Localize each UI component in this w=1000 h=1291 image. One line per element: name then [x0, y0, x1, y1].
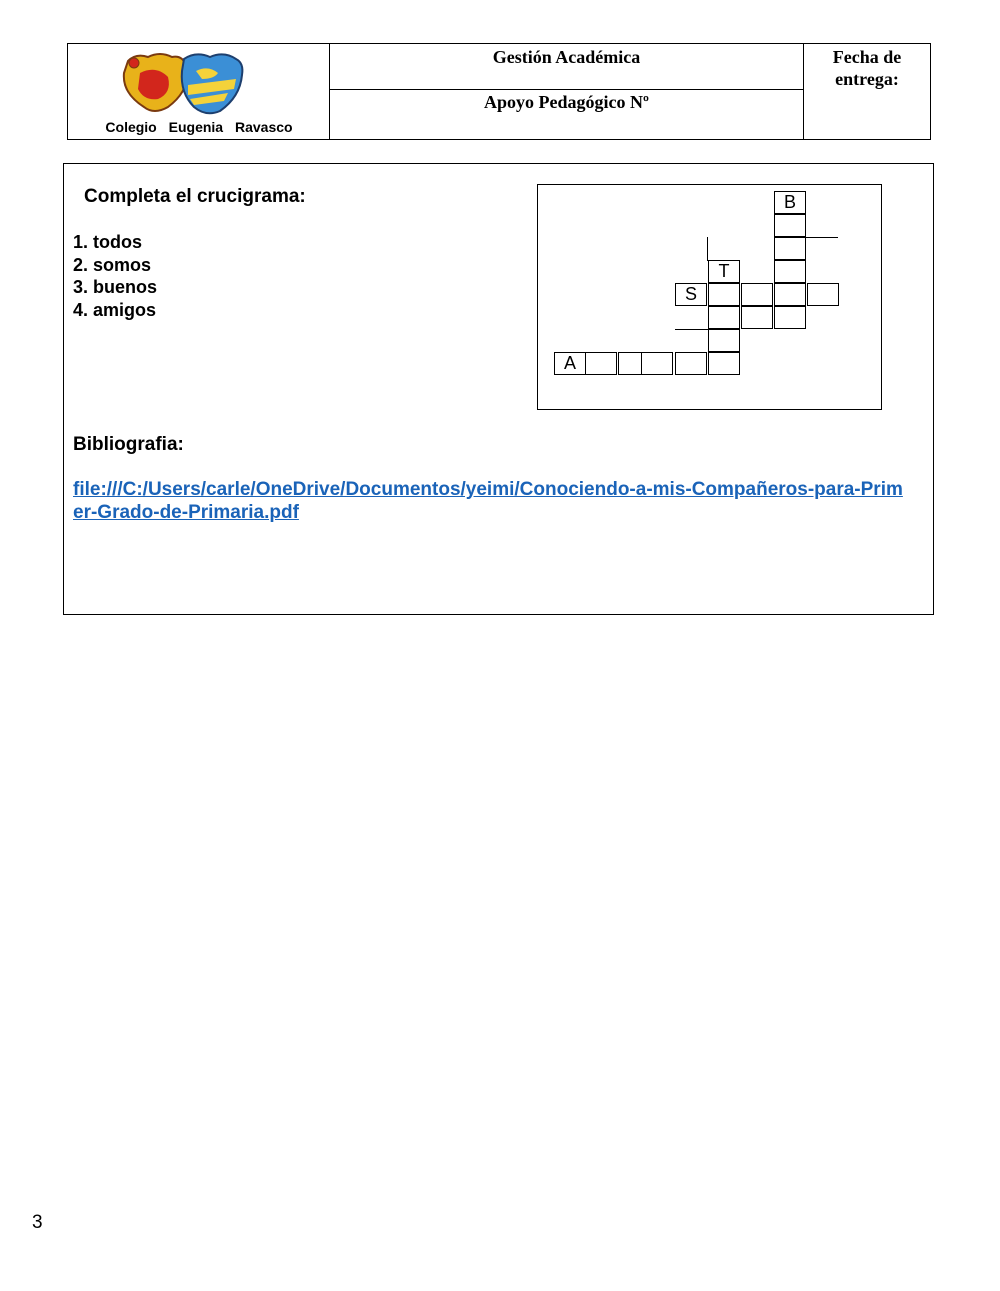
- logo-cell: [68, 44, 330, 139]
- clue-list: [73, 231, 157, 321]
- crossword-cell[interactable]: [708, 352, 740, 375]
- grid-guide-line: [707, 237, 708, 261]
- crossword-cell[interactable]: [585, 352, 617, 375]
- crossword-cell[interactable]: [675, 352, 707, 375]
- document-header: [67, 43, 931, 140]
- crossword-cell[interactable]: [774, 237, 806, 260]
- clue-item: 1. todos: [73, 232, 143, 252]
- bibliography-title: Bibliografia:: [73, 434, 184, 455]
- page-number: 3: [32, 1212, 43, 1233]
- header-title: Gestión Académica: [330, 44, 803, 90]
- school-crest-logo: [68, 49, 330, 119]
- crossword-cell[interactable]: [774, 306, 806, 329]
- red-shield-icon: [124, 54, 187, 111]
- grid-guide-line: [806, 237, 838, 238]
- crossword-cell[interactable]: [807, 283, 839, 306]
- header-subtitle: Apoyo Pedagógico Nº: [484, 92, 649, 112]
- clue-item: 2. somos: [73, 254, 152, 275]
- clue-item: 4. amigos: [73, 299, 157, 320]
- crossword-cell[interactable]: [774, 260, 806, 283]
- crossword-cell[interactable]: [708, 283, 740, 306]
- bibliography-link[interactable]: file:///C:/Users/carle/OneDrive/Documentos/yeimi/Conociendo-a-mis-Compañeros-para-Primer-Grado-de-Primaria.pdf: [73, 479, 903, 523]
- clue-item: 3. buenos: [73, 277, 158, 298]
- crossword-cell[interactable]: [741, 306, 773, 329]
- crossword-cell[interactable]: [774, 283, 806, 306]
- delivery-date-label-line2: entrega:: [835, 69, 899, 89]
- grid-guide-line: [675, 329, 709, 330]
- crossword-cell[interactable]: [641, 352, 673, 375]
- instruction-text: Completa el crucigrama:: [84, 186, 306, 207]
- blue-shield-icon: [182, 54, 243, 113]
- crossword-cell[interactable]: [774, 214, 806, 237]
- crossword-cell-b[interactable]: B: [774, 191, 806, 214]
- crossword-cell-t[interactable]: T: [708, 260, 740, 283]
- crossword-cell[interactable]: [741, 283, 773, 306]
- delivery-date-cell: [804, 44, 930, 139]
- crossword-cell[interactable]: [708, 329, 740, 352]
- delivery-date-label-line1: Fecha de: [832, 47, 902, 67]
- school-name: Colegio Eugenia Ravasco: [105, 119, 293, 135]
- header-middle-cell: [330, 44, 804, 139]
- crossword-cell-s[interactable]: S: [675, 283, 707, 306]
- crossword-cell[interactable]: [708, 306, 740, 329]
- crossword-grid: [537, 184, 882, 410]
- crossword-cell-a[interactable]: A: [554, 352, 586, 375]
